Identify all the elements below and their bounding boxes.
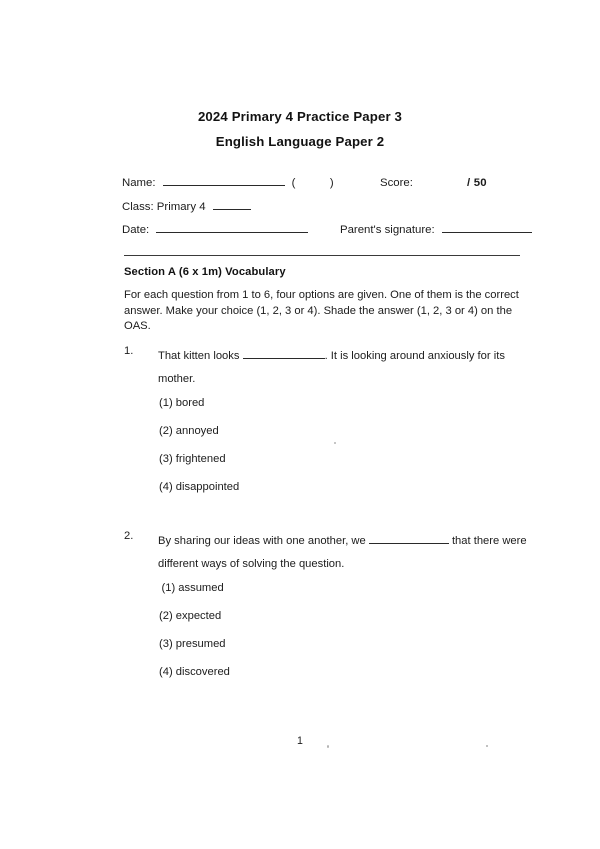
question-1-stem-after: . It is looking around anxiously for its mother. <box>158 350 505 385</box>
page-number: 1 <box>297 735 303 747</box>
scan-speck <box>327 745 329 748</box>
scan-speck <box>334 442 336 444</box>
question-1-stem-before: That kitten looks <box>158 350 240 362</box>
question-1-answer-blank[interactable] <box>243 348 325 359</box>
question-2-number: 2. <box>124 530 134 542</box>
section-a-heading: Section A (6 x 1m) Vocabulary <box>124 266 286 278</box>
class-row <box>122 196 522 220</box>
index-paren-open: ( <box>291 177 296 189</box>
header-divider-rule <box>124 255 520 256</box>
page-title-primary: 2024 Primary 4 Practice Paper 3 <box>197 109 403 124</box>
question-1-option-3[interactable]: (3) frightened <box>159 453 226 465</box>
index-paren-close: ) <box>329 177 335 189</box>
particulars-block <box>122 172 522 243</box>
question-2-options <box>159 574 499 686</box>
question-1-option-4[interactable]: (4) disappointed <box>159 481 240 493</box>
question-2-option-3[interactable]: (3) presumed <box>159 638 226 650</box>
question-1-option-2[interactable]: (2) annoyed <box>159 425 219 437</box>
question-2-answer-blank[interactable] <box>369 533 449 544</box>
question-1-number: 1. <box>124 345 134 357</box>
class-blank[interactable] <box>213 199 251 210</box>
question-2-stem <box>158 530 530 576</box>
score-total: / 50 <box>467 177 487 189</box>
date-label: Date: <box>122 224 150 236</box>
name-label: Name: <box>122 177 156 189</box>
question-2-stem-before: By sharing our ideas with one another, we <box>158 535 366 547</box>
scan-speck <box>486 745 488 747</box>
question-2-option-4[interactable]: (4) discovered <box>159 666 230 678</box>
question-2-stem-after: that there were different ways of solving the question. <box>158 535 527 570</box>
question-1-option-1[interactable]: (1) bored <box>159 397 205 409</box>
page-title-secondary: English Language Paper 2 <box>215 134 385 149</box>
section-a-instructions: For each question from 1 to 6, four options are given. One of them is the correct answer. Make your choice (1, 2, 3 or 4). Shade the answer (1, 2, 3 or 4) on the OAS. <box>124 289 519 333</box>
name-blank[interactable] <box>163 175 285 186</box>
signature-group <box>340 219 532 243</box>
signature-label: Parent's signature: <box>340 224 435 236</box>
question-1-options <box>159 389 499 501</box>
question-2-option-1[interactable]: (1) assumed <box>161 582 224 594</box>
question-1-stem <box>158 345 530 391</box>
date-signature-row <box>122 219 522 243</box>
name-row <box>122 172 522 196</box>
signature-blank[interactable] <box>442 222 532 233</box>
document-title-block <box>0 104 600 154</box>
score-label: Score: <box>380 177 413 189</box>
class-label: Class: Primary 4 <box>122 200 206 213</box>
question-2-option-2[interactable]: (2) expected <box>159 610 222 622</box>
date-blank[interactable] <box>156 222 308 233</box>
